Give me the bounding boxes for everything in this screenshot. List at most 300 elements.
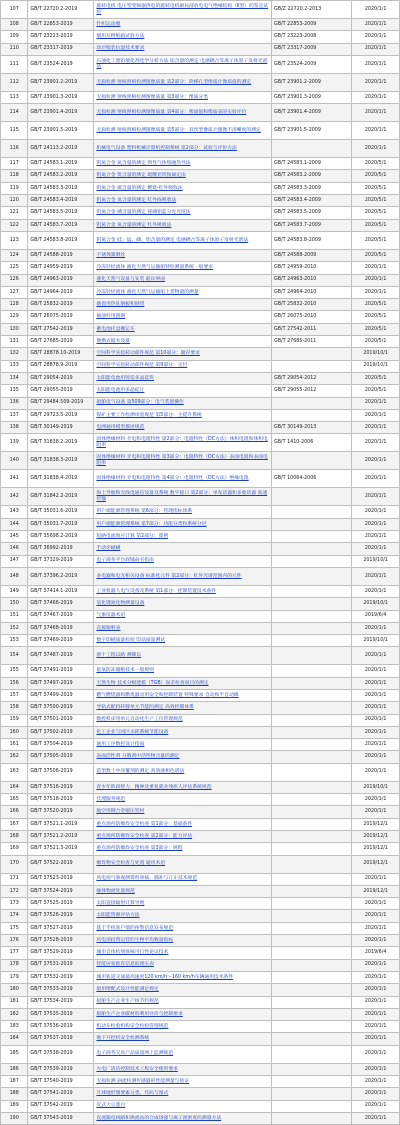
row-number: 185 <box>1 1045 28 1063</box>
standard-code: GB/T 37414.1-2019 <box>28 585 94 597</box>
effective-date: 2020/1/1 <box>352 1112 400 1124</box>
standard-code: GB/T 37532-2019 <box>28 971 94 983</box>
replaced-standard: GB/T 24583.2-2009 <box>272 170 352 182</box>
standard-title-link[interactable]: 空间科学实验转动部件规范 第10部分：储存要求 <box>94 348 272 360</box>
table-row <box>1 348 400 360</box>
effective-date: 2020/1/1 <box>352 567 400 585</box>
effective-date: 2019/12/1 <box>352 830 400 842</box>
standard-code: GB/T 37505-2019 <box>28 751 94 763</box>
standard-code: GB/T 24588-2019 <box>28 249 94 261</box>
table-row <box>1 984 400 996</box>
standard-code: GB/T 37506-2019 <box>28 763 94 781</box>
standard-title-link[interactable]: 便携式锯木设备 <box>94 336 272 348</box>
standard-title-link[interactable]: 浙十工程以路 测制以 <box>94 647 272 665</box>
table-row <box>1 360 400 372</box>
effective-date: 2019/10/1 <box>352 598 400 610</box>
standard-title-link[interactable]: 航空用钢合金锻压型材 <box>94 806 272 818</box>
standard-title-link[interactable]: 电子商务平台商铺命名指南 <box>94 555 272 567</box>
effective-date: 2020/1/1 <box>352 689 400 701</box>
standard-title-link[interactable]: 数字印刷质量检验 印品质量测试 <box>94 635 272 647</box>
standard-title-link[interactable]: 船舶电气设备 第509部分：电气装置操作 <box>94 397 272 409</box>
standard-title-link[interactable]: 重点场所防爆炸安全检查 第1部分：基础条件 <box>94 818 272 830</box>
table-row <box>1 1112 400 1124</box>
standard-code: GB/T 27685-2019 <box>28 336 94 348</box>
table-row <box>1 372 400 384</box>
row-number: 113 <box>1 91 28 103</box>
standard-title-link[interactable]: 空间科学实验转动部件规范 第9部分：交付 <box>94 360 272 372</box>
standard-title-link[interactable]: 缘体物流处置规范 <box>94 885 272 897</box>
row-number: 187 <box>1 1076 28 1088</box>
effective-date: 2020/1/1 <box>352 763 400 781</box>
effective-date: 2020/1/1 <box>352 286 400 298</box>
standard-title-link[interactable]: 多电器和电光相关设备 标准化元件 第2部分：红外光谱范围内的元件 <box>94 567 272 585</box>
standard-title-link[interactable]: 不锈弹簧钢丝 <box>94 249 272 261</box>
standard-title-link[interactable]: 直流输电线路和换流站的合成场强与离子流密度的测量方法 <box>94 1112 272 1124</box>
standard-code: GB/T 23901.4-2019 <box>28 104 94 122</box>
row-number: 114 <box>1 104 28 122</box>
replaced-standard: GB/T 24964-2010 <box>272 286 352 298</box>
standard-title-link[interactable]: 直接辐射表 <box>94 622 272 634</box>
standard-title-link[interactable]: 固体绝缘材料 介电和电阻特性 第4部分：电阻特性（DC方法）绝缘电阻 <box>94 470 272 488</box>
effective-date: 2020/5/1 <box>352 158 400 170</box>
effective-date: 2020/1/1 <box>352 1021 400 1033</box>
standard-title-link[interactable]: 船用增配式设计性能满足规定 <box>94 984 272 996</box>
standard-code: GB/T 37536-2019 <box>28 1021 94 1033</box>
standard-title-link[interactable]: 无损检测 射线照相检测图像质量 第5部分：双丝型像质计图像不清晰度的测定 <box>94 122 272 140</box>
replaced-standard <box>272 665 352 677</box>
row-number: 138 <box>1 422 28 434</box>
row-number: 139 <box>1 434 28 452</box>
replaced-standard <box>272 506 352 518</box>
standard-code: GB/T 31838.4-2019 <box>28 470 94 488</box>
row-number: 128 <box>1 299 28 311</box>
standard-title-link[interactable]: 钒氮合金 碳含量的测定 燃烧-红外吸收法 <box>94 182 272 194</box>
row-number: 169 <box>1 843 28 855</box>
table-row <box>1 794 400 806</box>
row-number: 149 <box>1 585 28 597</box>
standard-title-link[interactable]: 海上导航和无线电通信设备及系统 数字接口 第2部分：单发话器和多收话器 高速传输 <box>94 488 272 506</box>
standard-code: GB/T 26075-2019 <box>28 311 94 323</box>
table-row <box>1 182 400 194</box>
standard-title-link[interactable]: 工业机器人电气设备及系统 第1部分：控制装置技术条件 <box>94 585 272 597</box>
standard-title-link[interactable]: 气象仪器术语 <box>94 610 272 622</box>
effective-date: 2020/1/1 <box>352 531 400 543</box>
effective-date: 2019/6/4 <box>352 610 400 622</box>
replaced-standard: GB/T 27542-2011 <box>272 323 352 335</box>
standard-code: GB/T 37522-2019 <box>28 855 94 873</box>
table-row <box>1 170 400 182</box>
table-row <box>1 1063 400 1075</box>
standard-title-link[interactable]: 无损检测 射线照相检测图像质量 第2部分：阶梯孔型像质计像质值的测定 <box>94 73 272 91</box>
standard-code: GB/T 37524-2019 <box>28 885 94 897</box>
standard-code: GB/T 27542-2019 <box>28 323 94 335</box>
standard-title-link[interactable]: 固体绝缘材料 介电和电阻特性 第3部分：电阻特性（DC方法）表面电阻和表面电阻率 <box>94 452 272 470</box>
effective-date: 2020/1/1 <box>352 470 400 488</box>
standard-code: GB/T 37521.2-2019 <box>28 830 94 842</box>
row-number: 170 <box>1 855 28 873</box>
row-number: 144 <box>1 518 28 530</box>
standard-title-link[interactable]: 船舶生产企业碳材料利用评价与控制要求 <box>94 1008 272 1020</box>
effective-date: 2020/1/1 <box>352 677 400 689</box>
row-number: 145 <box>1 531 28 543</box>
standard-code: GB/T 37504-2019 <box>28 739 94 751</box>
standard-code: GB/T 28878.10-2019 <box>28 348 94 360</box>
effective-date: 2020/1/1 <box>352 262 400 274</box>
table-row <box>1 898 400 910</box>
standard-code: GB/T 29723.5-2019 <box>28 409 94 421</box>
standard-title-link[interactable]: 太阳能资源评估方法 <box>94 910 272 922</box>
standard-code: GB/T 23901.2-2019 <box>28 73 94 91</box>
row-number: 180 <box>1 984 28 996</box>
standard-title-link[interactable]: 机动车检验机构安全检验管理规范 <box>94 1021 272 1033</box>
row-number: 130 <box>1 323 28 335</box>
row-number: 175 <box>1 922 28 934</box>
effective-date: 2020/1/1 <box>352 647 400 665</box>
standard-title-link[interactable]: 固体绝缘材料 介电和电阻特性 第2部分：电阻特性（DC方法）体积电阻和体积电阻率 <box>94 434 272 452</box>
table-row <box>1 1100 400 1112</box>
row-number: 184 <box>1 1033 28 1045</box>
replaced-standard <box>272 935 352 947</box>
row-number: 177 <box>1 947 28 959</box>
table-row <box>1 122 400 140</box>
table-row <box>1 299 400 311</box>
replaced-standard <box>272 622 352 634</box>
effective-date: 2020/5/1 <box>352 182 400 194</box>
row-number: 120 <box>1 195 28 207</box>
standard-title-link[interactable]: 风电场投资运营的生物平均数量指标 <box>94 935 272 947</box>
standard-title-link[interactable]: 月球地形图要素分类、代码与图式 <box>94 1088 272 1100</box>
replaced-standard: GB/T 24959-2010 <box>272 262 352 274</box>
standard-title-link[interactable]: 智能居家推荐信息的现实表 <box>94 959 272 971</box>
replaced-standard: GB/T 24588-2009 <box>272 249 352 261</box>
effective-date: 2019/12/1 <box>352 855 400 873</box>
row-number: 157 <box>1 689 28 701</box>
table-row <box>1 311 400 323</box>
effective-date: 2020/1/1 <box>352 506 400 518</box>
standard-title-link[interactable]: 液化天然气设备与安装 船岸界面 <box>94 274 272 286</box>
standard-title-link[interactable]: 燃气燃烧器和燃烧器具用安全和控制装置 特殊要求 自动和半自动阀 <box>94 689 272 701</box>
standard-title-link[interactable]: 冷冻轻烃流体 液化天然气运输船特检测量系统一般要求 <box>94 262 272 274</box>
effective-date: 2020/1/1 <box>352 922 400 934</box>
row-number: 182 <box>1 1008 28 1020</box>
replaced-standard <box>272 763 352 781</box>
standard-title-link[interactable]: 旋转电机 电压型变频器供电的旋转电机耐局部放电电气绝缘结构（Ⅱ型）的鉴定试验 <box>94 1 272 19</box>
row-number: 159 <box>1 714 28 726</box>
standard-title-link[interactable]: 青少年阶段智力、精神及重复就业残疾人评估系统规范 <box>94 781 272 793</box>
standard-code: GB/T 31838.3-2019 <box>28 452 94 470</box>
replaced-standard <box>272 726 352 738</box>
standard-title-link[interactable]: 烟用瓦楞纸箱试验方法 <box>94 31 272 43</box>
standard-title-link[interactable]: 城市轨道交通最高速度120 km/h～160 km/h车辆通用技术条件 <box>94 971 272 983</box>
replaced-standard <box>272 610 352 622</box>
standard-title-link[interactable]: 太阳能电池用铸造多晶硅块 <box>94 372 272 384</box>
standard-title-link[interactable]: 钒氮合金 硅、锰、磷、铝含量的测定 电感耦合等离子体原子发射光谱法 <box>94 231 272 249</box>
effective-date: 2020/5/1 <box>352 311 400 323</box>
row-number: 140 <box>1 452 28 470</box>
standard-code: GB/T 37533-2019 <box>28 984 94 996</box>
effective-date: 2020/1/1 <box>352 409 400 421</box>
standard-title-link[interactable]: 蓄电池托盘搬运车 <box>94 323 272 335</box>
effective-date: 2020/1/1 <box>352 122 400 140</box>
standard-title-link[interactable]: 表面活性剂 分散剂中活性物含量的测定 <box>94 751 272 763</box>
standard-title-link[interactable]: 针织运动服 <box>94 19 272 31</box>
replaced-standard <box>272 971 352 983</box>
standard-code: GB/T 30149-2019 <box>28 422 94 434</box>
effective-date: 2020/1/1 <box>352 996 400 1008</box>
standard-title-link[interactable]: 数控机床用单元自动化生产工位管理规范 <box>94 714 272 726</box>
row-number: 176 <box>1 935 28 947</box>
standard-title-link[interactable]: 造型数土中涂覆剂的测定 高效液相色谱法 <box>94 763 272 781</box>
standard-code: GB/T 28878.9-2019 <box>28 360 94 372</box>
replaced-standard <box>272 360 352 372</box>
table-row <box>1 971 400 983</box>
standard-title-link[interactable]: 钒氮合金 磷含量的测定 铋磷钼蓝分光光度法 <box>94 207 272 219</box>
row-number: 123 <box>1 231 28 249</box>
standard-title-link[interactable]: 反式大豆蛋白 <box>94 1100 272 1112</box>
standard-title-link[interactable]: 钒氮合金 钒含量的测定 硫酸亚铁铵滴定法 <box>94 170 272 182</box>
standard-title-link[interactable]: 涂层服装抗湿技术要求 <box>94 43 272 55</box>
standard-code: GB/T 37528-2019 <box>28 935 94 947</box>
standard-code: GB/T 24963-2019 <box>28 274 94 286</box>
replaced-standard <box>272 452 352 470</box>
table-row <box>1 73 400 91</box>
row-number: 142 <box>1 488 28 506</box>
effective-date: 2020/1/1 <box>352 140 400 158</box>
standard-title-link[interactable]: 爆炸物安全检查与处置 通用术语 <box>94 855 272 873</box>
table-row <box>1 397 400 409</box>
effective-date: 2020/1/1 <box>352 1088 400 1100</box>
table-row <box>1 885 400 897</box>
table-row <box>1 91 400 103</box>
replaced-standard <box>272 1063 352 1075</box>
replaced-standard: GB/T 29054-2012 <box>272 372 352 384</box>
standard-title-link[interactable]: 用户端能源管理系统 第6部分：管理指标体系 <box>94 506 272 518</box>
standard-code: GB/T 37523-2019 <box>28 873 94 885</box>
row-number: 188 <box>1 1088 28 1100</box>
standard-code: GB/T 23524-2019 <box>28 55 94 73</box>
replaced-standard <box>272 898 352 910</box>
replaced-standard <box>272 1088 352 1100</box>
standard-code: GB/T 37535-2019 <box>28 1008 94 1020</box>
standard-code: GB/T 24959-2019 <box>28 262 94 274</box>
table-row <box>1 219 400 231</box>
table-row <box>1 452 400 470</box>
standard-title-link[interactable]: 基于手机客户端的预警信息发布规范 <box>94 922 272 934</box>
table-row <box>1 910 400 922</box>
standard-title-link[interactable]: 太阳能电池用多晶硅片 <box>94 385 272 397</box>
standard-code: GB/T 35031.6-2019 <box>28 506 94 518</box>
effective-date: 2020/5/1 <box>352 385 400 397</box>
replaced-standard: GB/T 22853-2009 <box>272 19 352 31</box>
standard-title-link[interactable]: 短路电流效应计算 第2部分：算例 <box>94 531 272 543</box>
standard-code: GB/T 35031.7-2019 <box>28 518 94 530</box>
standard-title-link[interactable]: 火电厂清洁控制技术工程安全使用要求 <box>94 1063 272 1075</box>
standard-code: GB/T 37466-2019 <box>28 598 94 610</box>
standard-title-link[interactable]: 城市自体检刻体味可行性论证技术 <box>94 947 272 959</box>
replaced-standard: GB/Z 22720.2-2013 <box>272 1 352 19</box>
table-row <box>1 1088 400 1100</box>
standard-title-link[interactable]: 化工企业与园区水耗系统节能设备 <box>94 726 272 738</box>
effective-date: 2020/1/1 <box>352 984 400 996</box>
standard-code: GB/T 37534-2019 <box>28 996 94 1008</box>
standard-title-link[interactable]: 天然生物 技术分级建模（TGB）误差检查项目的测定 <box>94 677 272 689</box>
effective-date: 2020/1/1 <box>352 104 400 122</box>
replaced-standard: GB/T 23901.3-2009 <box>272 91 352 103</box>
standard-title-link[interactable]: 冷冻轻烃流体 液化天然气运输船上货物量的测量 <box>94 286 272 298</box>
effective-date: 2020/1/1 <box>352 274 400 286</box>
standard-title-link[interactable]: 风电场气象观测资料审核、插补与订正技术规范 <box>94 873 272 885</box>
standard-title-link[interactable]: 煤矿主要工作检测审验规范 第5部分：主提升系统 <box>94 409 272 421</box>
replaced-standard <box>272 488 352 506</box>
table-row <box>1 610 400 622</box>
table-row <box>1 274 400 286</box>
effective-date: 2020/5/1 <box>352 299 400 311</box>
standard-code: GB/T 37531-2019 <box>28 959 94 971</box>
effective-date: 2020/1/1 <box>352 397 400 409</box>
standard-title-link[interactable]: 钒氮合金 氧含量的测定 红外线吸收法 <box>94 195 272 207</box>
replaced-standard: GB/T 1410-2006 <box>272 434 352 452</box>
replaced-standard <box>272 855 352 873</box>
effective-date: 2020/1/1 <box>352 488 400 506</box>
standard-title-link[interactable]: 船舶生产企业生产线节约规范 <box>94 996 272 1008</box>
effective-date: 2020/5/1 <box>352 195 400 207</box>
replaced-standard <box>272 1021 352 1033</box>
replaced-standard: GB/T 27685-2011 <box>272 336 352 348</box>
replaced-standard <box>272 598 352 610</box>
standard-title-link[interactable]: 低氧防冻储粮技术一般规则 <box>94 665 272 677</box>
effective-date: 2020/1/1 <box>352 43 400 55</box>
standard-title-link[interactable]: 机械电气设备 塑料机械计算机控制系统 第2部分：试验与评价方法 <box>94 140 272 158</box>
row-number: 152 <box>1 622 28 634</box>
standard-code: GB/T 31838.2-2019 <box>28 434 94 452</box>
replaced-standard <box>272 714 352 726</box>
standard-title-link[interactable]: 导轨式配料转移单元节能的测定 高效控制体系 <box>94 702 272 714</box>
replaced-standard <box>272 647 352 665</box>
replaced-standard <box>272 1033 352 1045</box>
replaced-standard <box>272 531 352 543</box>
row-number: 174 <box>1 910 28 922</box>
replaced-standard: GB/T 30149-2013 <box>272 422 352 434</box>
row-number: 154 <box>1 647 28 665</box>
standard-title-link[interactable]: 无损检测 射线照相检测图像质量 第4部分：像质值和像质表的实验评价 <box>94 104 272 122</box>
standard-code: GB/T 35698.2-2019 <box>28 531 94 543</box>
effective-date: 2020/1/1 <box>352 1008 400 1020</box>
effective-date: 2020/1/1 <box>352 19 400 31</box>
replaced-standard <box>272 677 352 689</box>
replaced-standard <box>272 140 352 158</box>
standard-code: GB/T 37539-2019 <box>28 1063 94 1075</box>
replaced-standard: GB/T 24583.4-2009 <box>272 195 352 207</box>
standard-code: GB/T 31842.2-2019 <box>28 488 94 506</box>
row-number: 186 <box>1 1063 28 1075</box>
table-row <box>1 935 400 947</box>
standard-code: GB/T 25832-2019 <box>28 299 94 311</box>
table-row <box>1 531 400 543</box>
standard-title-link[interactable]: 搪瓷用热轧钢板和钢带 <box>94 299 272 311</box>
row-number: 137 <box>1 409 28 421</box>
standard-title-link[interactable]: 手动牙刷刷 <box>94 543 272 555</box>
effective-date: 2020/1/1 <box>352 935 400 947</box>
standard-title-link[interactable]: 太阳直接辐射计算导则 <box>94 898 272 910</box>
row-number: 119 <box>1 182 28 194</box>
standard-code: GB/T 24583.2-2019 <box>28 170 94 182</box>
row-number: 135 <box>1 385 28 397</box>
standard-code: GB/T 37499-2019 <box>28 689 94 701</box>
standard-title-link[interactable]: 重点场所防爆炸安全检查 第2部分：能力评估 <box>94 830 272 842</box>
replaced-standard: GB/T 26075-2010 <box>272 311 352 323</box>
replaced-standard <box>272 543 352 555</box>
table-row <box>1 286 400 298</box>
row-number: 132 <box>1 348 28 360</box>
replaced-standard <box>272 959 352 971</box>
replaced-standard: GB/T 23901.4-2009 <box>272 104 352 122</box>
table-row <box>1 647 400 665</box>
effective-date: 2019/10/1 <box>352 635 400 647</box>
standard-title-link[interactable]: 钒氮合金 氧含量的测定 红外吸收法 <box>94 219 272 231</box>
table-row <box>1 1021 400 1033</box>
effective-date: 2020/1/1 <box>352 585 400 597</box>
row-number: 189 <box>1 1100 28 1112</box>
row-number: 173 <box>1 898 28 910</box>
standard-code: GB/T 37526-2019 <box>28 910 94 922</box>
row-number: 162 <box>1 751 28 763</box>
standard-code: GB/T 37529-2019 <box>28 947 94 959</box>
table-row <box>1 763 400 781</box>
standard-code: GB/T 37396.2-2019 <box>28 567 94 585</box>
standard-title-link[interactable]: 地下开挖机安全检测系统 <box>94 1033 272 1045</box>
standard-title-link[interactable]: 用户端能源管理系统 第7部分：功能分类和系统分层 <box>94 518 272 530</box>
effective-date: 2020/1/1 <box>352 702 400 714</box>
standard-code: GB/T 24964-2019 <box>28 286 94 298</box>
table-row <box>1 158 400 170</box>
row-number: 141 <box>1 470 28 488</box>
standard-title-link[interactable]: 电网通用模型描述规范 <box>94 422 272 434</box>
row-number: 178 <box>1 959 28 971</box>
standard-code: GB/T 23223-2019 <box>28 31 94 43</box>
table-row <box>1 830 400 842</box>
standard-title-link[interactable]: 通用工序数控设计指南 <box>94 739 272 751</box>
row-number: 117 <box>1 158 28 170</box>
standard-code: GB/T 37521.3-2019 <box>28 843 94 855</box>
effective-date: 2019/12/1 <box>352 818 400 830</box>
effective-date: 2020/1/1 <box>352 518 400 530</box>
standard-title-link[interactable]: 抽油杆用圆钢 <box>94 311 272 323</box>
standard-title-link[interactable]: 无损检测 涡流检测传感器的性能测量与验证 <box>94 1076 272 1088</box>
standard-code: GB/T 37540-2019 <box>28 1076 94 1088</box>
standard-title-link[interactable]: 代理服务规范 <box>94 794 272 806</box>
replaced-standard <box>272 1008 352 1020</box>
standard-title-link[interactable]: 无损检测 射线照相检测图像质量 第3部分：像质分类 <box>94 91 272 103</box>
row-number: 167 <box>1 818 28 830</box>
effective-date: 2020/1/1 <box>352 873 400 885</box>
table-row <box>1 598 400 610</box>
table-row <box>1 262 400 274</box>
standard-code: GB/T 37469-2019 <box>28 635 94 647</box>
standard-title-link[interactable]: 重点场所防爆炸安全检查 第3部分：规程 <box>94 843 272 855</box>
standard-title-link[interactable]: 石油化工废铂催化剂化学分析方法 铂含量的测定 电感耦合等离子体原子发射光谱法 <box>94 55 272 73</box>
table-row <box>1 195 400 207</box>
table-row <box>1 843 400 855</box>
replaced-standard <box>272 984 352 996</box>
effective-date: 2020/5/1 <box>352 323 400 335</box>
row-number: 166 <box>1 806 28 818</box>
replaced-standard: GB/T 24583.8-2009 <box>272 231 352 249</box>
standard-title-link[interactable]: 电子商务交易产品质量网上监测规范 <box>94 1045 272 1063</box>
standard-code: GB/T 37500-2019 <box>28 702 94 714</box>
standard-title-link[interactable]: 钒氮合金 氮含量的测定 惰性气体熔融热导法 <box>94 158 272 170</box>
replaced-standard: GB/T 24963-2010 <box>272 274 352 286</box>
standard-title-link[interactable]: 氢化锂氮化物测量设备 <box>94 598 272 610</box>
